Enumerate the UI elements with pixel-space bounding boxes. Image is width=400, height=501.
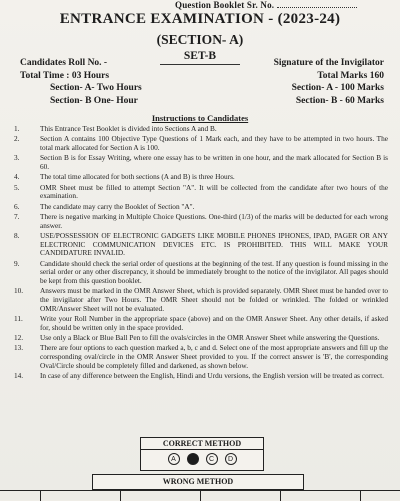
serial-blank	[277, 7, 357, 8]
bubble-option: C	[206, 453, 218, 465]
instruction-text: This Entrance Test Booklet is divided into Sections A and B.	[40, 124, 217, 133]
bubble-option: D	[225, 453, 237, 465]
instructions-heading	[0, 113, 400, 123]
instruction-number: 13.	[14, 343, 24, 353]
instruction-number: 7.	[14, 211, 20, 221]
bubble-option-filled: B	[187, 453, 199, 465]
section-b-marks: Section- B - 60 Marks	[295, 95, 384, 106]
instructions-heading-text: Instructions to Candidates	[151, 113, 249, 123]
instruction-item	[14, 135, 388, 152]
instruction-number: 6.	[14, 201, 20, 211]
marks-info-block	[274, 57, 384, 107]
instruction-text: Section A contains 100 Objective Type Questions of 1 Mark each, and they have to be attempted in two hours. The total mark allocated for Section A is 100.	[40, 134, 388, 152]
instruction-item	[14, 125, 388, 134]
instruction-item	[14, 344, 388, 370]
section-b-time: Section- B One- Hour	[50, 95, 138, 106]
instruction-text: There is negative marking in Multiple Choice Questions. One-third (1/3) of the marks will be deducted for each wrong answer.	[40, 211, 388, 230]
instruction-item	[14, 154, 388, 171]
instruction-text: Candidate should check the serial order of questions at the beginning of the test. If any question is found missing in the serial order or any other discrepancy, it should be immediately brought to the notice of the invigilator. All pages should be kept from this question booklet.	[40, 258, 388, 285]
instruction-text: Write your Roll Number in the appropriate space (above) and on the OMR Answer Sheet. Any other details, if asked for, should be written only in the space provided.	[40, 314, 388, 332]
section-a-marks: Section- A - 100 Marks	[291, 83, 384, 93]
instruction-number: 8.	[14, 230, 20, 240]
instruction-text: The candidate may carry the Booklet of Section "A".	[40, 201, 195, 211]
instruction-text: There are four options to each question marked a, b, c and d. Select one of the most appropriate answers and fill up the corresponding oval/circle in the OMR Answer Sheet provided to you. If the correct answer is 'B', the corresponding Oval/Circle should be completely filled and darkened, as shown below.	[40, 343, 388, 370]
section-a-time: Section- A- Two Hours	[50, 83, 142, 93]
instruction-text: OMR Sheet must be filled to attempt Section "A". It will be collected from the candidate after two hours of the examination.	[40, 182, 388, 201]
instruction-item	[14, 203, 388, 212]
wrong-method-box: WRONG METHOD	[92, 474, 304, 490]
instruction-text: Section B is for Essay Writing, where one essay has to be written in one hour, and the mark allocated for Section B is 60.	[40, 153, 388, 171]
instruction-item	[14, 260, 388, 286]
instruction-number: 2.	[14, 134, 20, 144]
instruction-text: USE/POSSESSION OF ELECTRONIC GADGETS LIKE MOBILE PHONES IPHONES, IPAD, PAGER OR ANY ELECTRONIC COMMUNICATION DEVICES ETC. IS PROHIBITED. THIS WILL MAKE YOUR CANDIDATURE INVALID.	[40, 230, 388, 258]
wrong-method-grid	[0, 490, 400, 501]
correct-method-bubbles	[141, 450, 263, 465]
instruction-item	[14, 334, 388, 343]
instruction-item	[14, 184, 388, 201]
set-label: SET-B	[183, 50, 217, 62]
exam-title: ENTRANCE EXAMINATION - (2023-24)	[59, 11, 341, 27]
instruction-item	[14, 372, 388, 381]
instruction-text: Use only a Black or Blue Ball Pen to fill the ovals/circles in the OMR Answer Sheet while answering the Questions.	[40, 333, 380, 342]
booklet-serial-label	[175, 0, 357, 10]
booklet-serial-text: Question Booklet Sr. No.	[175, 0, 275, 10]
instruction-text: In case of any difference between the English, Hindi and Urdu versions, the English version will be treated as correct.	[40, 371, 384, 380]
instruction-number: 3.	[14, 153, 20, 163]
section-title: (SECTION- A)	[156, 32, 244, 47]
instruction-number: 4.	[14, 172, 20, 182]
instruction-item	[14, 213, 388, 230]
instructions-list	[14, 125, 388, 382]
correct-method-title: CORRECT METHOD	[141, 438, 263, 450]
instruction-text: The total time allocated for both sections (A and B) is three Hours.	[40, 172, 235, 182]
candidate-info-block	[20, 57, 142, 107]
instruction-item	[14, 315, 388, 332]
instruction-item	[14, 287, 388, 313]
invigilator-signature-label: Signature of the Invigilator	[273, 58, 384, 68]
instruction-number: 11.	[14, 314, 23, 323]
set-underline	[160, 64, 240, 65]
bubble-option: A	[168, 453, 180, 465]
total-marks-label: Total Marks 160	[317, 70, 384, 81]
instruction-item	[14, 232, 388, 258]
instruction-number: 1.	[14, 124, 20, 133]
instruction-text: Answers must be marked in the OMR Answer Sheet, which is provided separately. OMR Sheet must be handed over to the invigilator after Two Hours. The OMR Sheet should not be folded or wrinkled. The folded or wrinkled OMR/Answer Sheet will not be evaluated.	[40, 286, 388, 313]
instruction-number: 9.	[14, 258, 20, 268]
instruction-number: 10.	[14, 286, 24, 296]
instruction-item	[14, 173, 388, 182]
total-time-label: Total Time : 03 Hours	[20, 70, 110, 81]
instruction-number: 12.	[14, 333, 24, 342]
instruction-number: 14.	[14, 371, 24, 380]
correct-method-box	[140, 437, 264, 471]
instruction-number: 5.	[14, 182, 20, 192]
roll-no-label: Candidates Roll No. -	[20, 58, 108, 68]
